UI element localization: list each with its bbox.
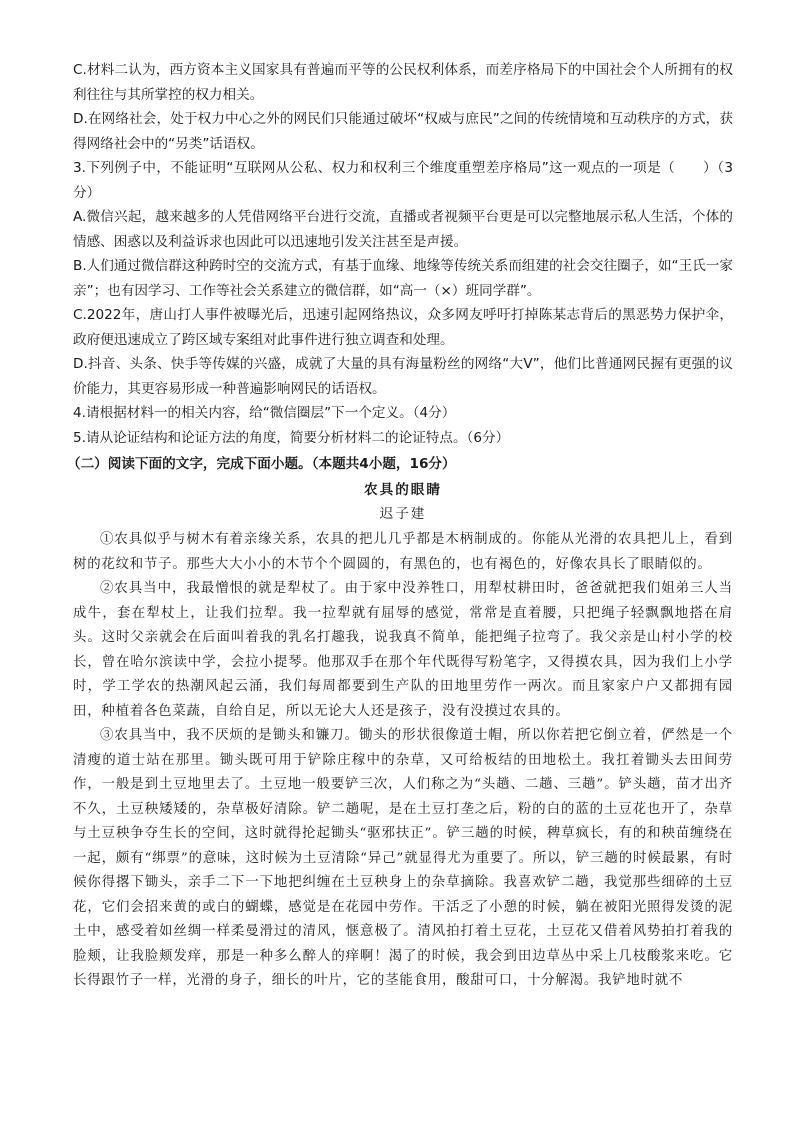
option-d: D.在网络社会，处于权力中心之外的网民们只能通过破坏“权威与庶民”之间的传统情境和互动秩序的方式，获得网络社会中的“另类”话语权。 bbox=[73, 111, 733, 152]
article-author: 迟子建 bbox=[379, 506, 427, 522]
section-heading: （二）阅读下面的文字，完成下面小题。（本题共4小题，16分） bbox=[67, 456, 456, 472]
article-title: 农具的眼睛 bbox=[364, 482, 442, 498]
article-paragraph-1: ①农具似乎与树木有着亲缘关系，农具的把儿几乎都是木柄制成的。你能从光滑的农具把儿上，看到树的花纹和节子。那些大大小小的木节个个圆圆的，有黑色的，也有褐色的，好像农具长了眼睛似的。 bbox=[73, 532, 733, 572]
article-paragraph-2: ②农具当中，我最憎恨的就是犁杖了。由于家中没养牲口，用犁杖耕田时，爸爸就把我们姐弟三人当成牛，套在犁杖上，让我们拉犁。我一拉犁就有屈辱的感觉，常常是直着腰，只把绳子轻飘飘地搭在肩头。这时父亲就会在后面叫着我的乳名打趣我，说我真不简单，能把绳子拉弯了。我父亲是山村小学的校长，曾在哈尔滨读中学，会拉小提琴。他那双手在那个年代既得写粉笔字，又得摸农具，因为我们上小学时，学工学农的热潮风起云涌，我们每周都要到生产队的田地里劳作一两次。而且家家户户又都拥有园田，种植着各色菜蔬，自给自足，所以无论大人还是孩子，没有没摸过农具的。 bbox=[73, 581, 733, 719]
exam-page bbox=[67, 58, 733, 994]
question-3-option-d: D.抖音、头条、快手等传媒的兴盛，成就了大量的具有海量粉丝的网络“大V”，他们比普通网民握有更强的议价能力，其更容易形成一种普遍影响网民的话语权。 bbox=[73, 356, 733, 397]
question-5: 5.请从论证结构和论证方法的角度，简要分析材料二的论证特点。（6分） bbox=[73, 429, 510, 446]
question-3-option-b: B.人们通过微信群这种跨时空的交流方式，有基于血缘、地缘等传统关系而组建的社会交往圈子，如“王氏一家亲”；也有因学习、工作等社会关系建立的微信群，如“高一（×）班同学群”。 bbox=[73, 258, 733, 299]
question-4: 4.请根据材料一的相关内容，给“微信圈层”下一个定义。（4分） bbox=[73, 405, 456, 421]
article-paragraph-3: ③农具当中，我不厌烦的是锄头和镰刀。锄头的形状很像道士帽，所以你若把它倒立着，俨然是一个清瘦的道士站在那里。锄头既可用于铲除庄稼中的杂草，又可给板结的田地松土。我扛着锄头去田间劳作，一般是到土豆地里去了。土豆地一般要铲三次，人们称之为“头趟、二趟、三趟”。铲头趟，苗才出齐不久，土豆秧矮矮的，杂草极好清除。铲二趟呢，是在土豆打垄之后，粉的白的蓝的土豆花也开了，杂草与土豆秧争夺生长的空间，这时就得抡起锄头“驱邪扶正”。铲三趟的时候，稗草疯长，有的和秧苗缠绕在一起，颇有“绑票”的意味，这时候为土豆清除“异己”就显得尤为重要了。所以，铲三趟的时候最累，有时候你得撂下锄头，亲手二下一下地把纠缠在土豆秧身上的杂草摘除。我喜欢铲二趟，我觉那些细碎的土豆花，它们会招来黄的或白的蝴蝶，感觉是在花园中劳作。干活乏了小憩的时候，躺在被阳光照得发烫的泥土中，感受着如丝绸一样柔曼滑过的清风，惬意极了。清风拍打着土豆花，土豆花又借着风势拍打着我的脸颊，让我脸颊发痒，那是一种多么醉人的痒啊！渴了的时候，我会到田边草丛中采上几枝酸浆来吃。它长得跟竹子一样，光滑的身子，细长的叶片，它的茎能食用，酸甜可口，十分解渴。我铲地时就不 bbox=[73, 728, 733, 988]
question-3-option-a: A.微信兴起，越来越多的人凭借网络平台进行交流，直播或者视频平台更是可以完整地展示私人生活，个体的情感、困惑以及利益诉求也因此可以迅速地引发关注甚至是声援。 bbox=[73, 209, 733, 250]
question-3-option-c: C.2022年，唐山打人事件被曝光后，迅速引起网络热议，众多网友呼吁打掉陈某志背后的黑恶势力保护伞，政府便迅速成立了跨区域专案组对此事件进行独立调查和处理。 bbox=[73, 307, 733, 348]
option-c: C.材料二认为，西方资本主义国家具有普遍而平等的公民权利体系，而差序格局下的中国社会个人所拥有的权利往往与其所掌控的权力相关。 bbox=[73, 62, 733, 103]
question-3: 3.下列例子中，不能证明“互联网从公私、权力和权利三个维度重塑差序格局”这一观点的一项是（ ）（3分） bbox=[73, 160, 733, 201]
